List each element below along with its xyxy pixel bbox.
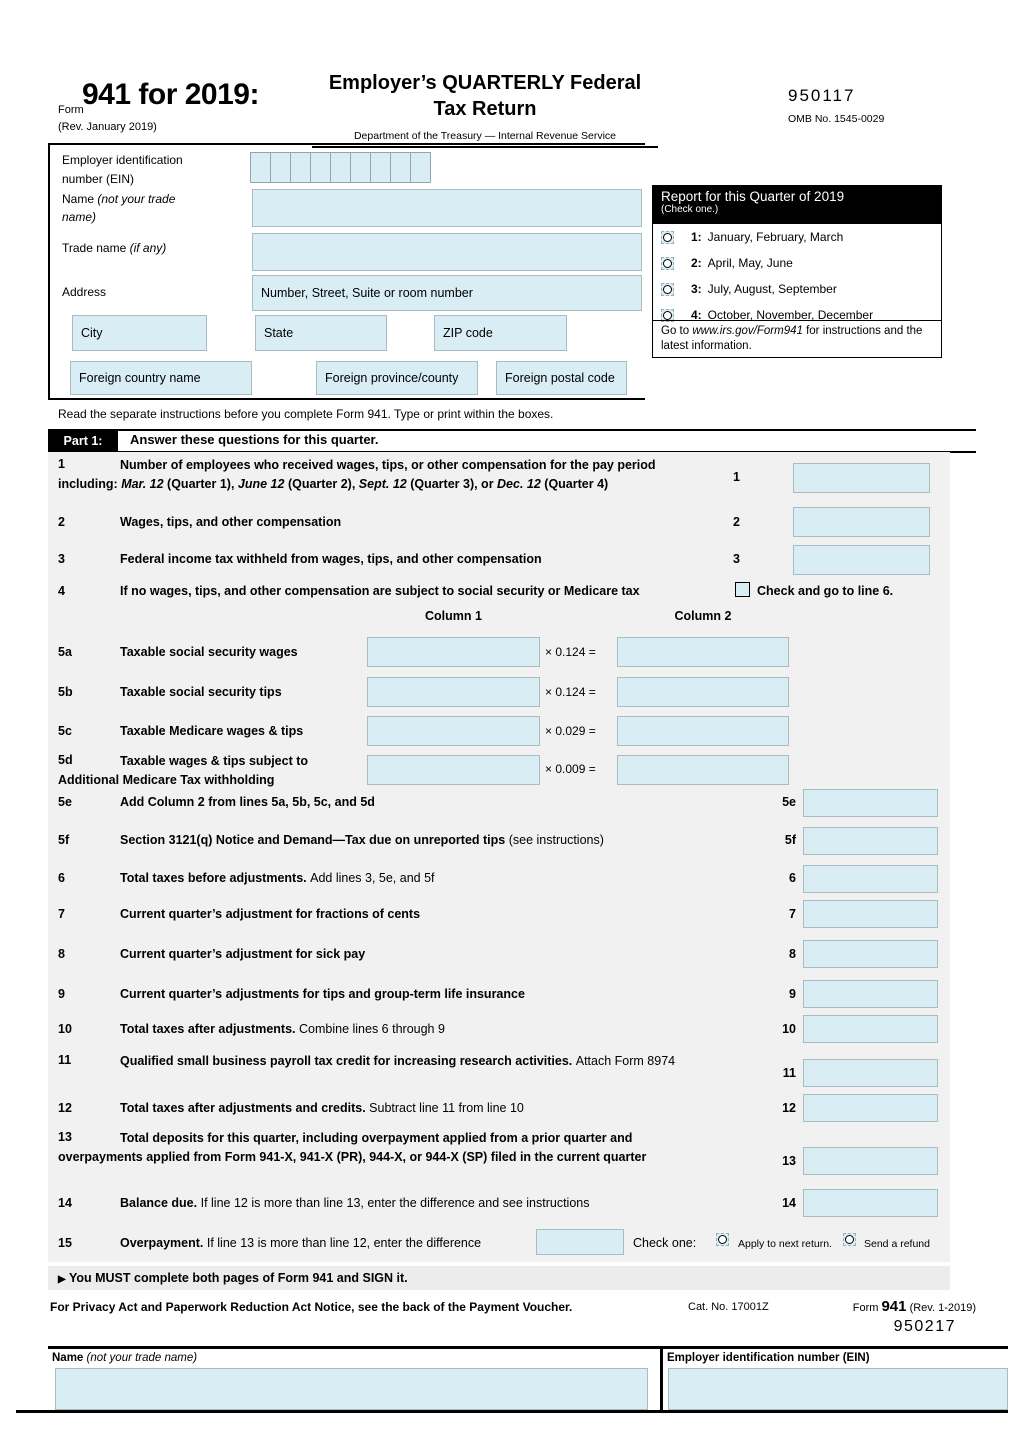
line-7-box-number: 7 <box>789 907 796 921</box>
line-14-box-number: 14 <box>782 1196 796 1210</box>
column-1-header: Column 1 <box>425 609 482 623</box>
form-ref-revision: (Rev. 1-2019) <box>909 1302 976 1314</box>
line-11-amount-input[interactable] <box>803 1059 938 1087</box>
line-5b-multiplier: × 0.124 = <box>545 685 596 699</box>
line-5a-label: Taxable social security wages <box>120 645 298 659</box>
line-5d-column2-input[interactable] <box>617 755 789 785</box>
form-ref-word: Form <box>852 1302 879 1314</box>
state-input[interactable] <box>255 315 387 351</box>
line-5a-column1-input[interactable] <box>367 637 540 667</box>
line-5f-amount-input[interactable] <box>803 827 938 855</box>
line-3-amount-input[interactable] <box>793 545 930 575</box>
line-14-amount-input[interactable] <box>803 1189 938 1217</box>
quarter-1-radio[interactable] <box>661 231 674 244</box>
arrow-icon: ▶ <box>58 1274 66 1285</box>
ein-input[interactable] <box>250 152 431 183</box>
line-2-amount-input[interactable] <box>793 507 930 537</box>
quarter-option-1 <box>653 224 941 250</box>
tearoff-bottom-rule <box>16 1410 1008 1413</box>
line-8-label: Current quarter’s adjustment for sick pay <box>120 947 366 961</box>
line-7-number: 7 <box>58 907 65 921</box>
tearoff-name-label: Name (not your trade name) <box>52 1352 198 1364</box>
line-10-number: 10 <box>58 1022 72 1036</box>
line-5e-number: 5e <box>58 795 72 809</box>
line-5d-multiplier: × 0.009 = <box>545 762 596 776</box>
must-complete-text: You MUST complete both pages of Form 941 and SIGN it. <box>68 1271 408 1285</box>
line-5f-label: Section 3121(q) Notice and Demand—Tax due on unreported tips (see instructions) <box>120 833 604 847</box>
quarter-2-radio[interactable] <box>661 257 674 270</box>
line-12-box-number: 12 <box>782 1101 796 1115</box>
foreign-country-input[interactable] <box>70 361 252 395</box>
line-5a-multiplier: × 0.124 = <box>545 645 596 659</box>
column-2-header: Column 2 <box>674 609 732 623</box>
line-14-number: 14 <box>58 1196 72 1210</box>
line-8-number: 8 <box>58 947 65 961</box>
line-5c-column2-input[interactable] <box>617 716 789 746</box>
line-1-box-number: 1 <box>733 470 740 484</box>
form-ref-number: 941 <box>881 1298 907 1315</box>
line-3-label: Federal income tax withheld from wages, tips, and other compensation <box>120 552 542 566</box>
line-5d-label: Taxable wages & tips subject to Additional Medicare Tax withholding <box>58 754 309 787</box>
line-9-number: 9 <box>58 987 65 1001</box>
line-15-amount-input[interactable] <box>536 1229 624 1255</box>
line-5c-column1-input[interactable] <box>367 716 540 746</box>
page-title: Employer’s QUARTERLY Federal Tax Return <box>328 72 642 120</box>
line-3-number: 3 <box>58 552 65 566</box>
line-4-checkbox[interactable] <box>735 582 750 597</box>
line-9-box-number: 9 <box>789 987 796 1001</box>
line-8-box-number: 8 <box>789 947 796 961</box>
quarter-1-number: 1: <box>691 230 702 244</box>
ein-cell[interactable] <box>410 152 431 183</box>
quarter-2-number: 2: <box>691 256 702 270</box>
must-complete-bar <box>48 1266 950 1290</box>
foreign-postal-placeholder: Foreign postal code <box>505 371 615 385</box>
line-5b-column2-input[interactable] <box>617 677 789 707</box>
line-6-number: 6 <box>58 871 65 885</box>
line-5a-column2-input[interactable] <box>617 637 789 667</box>
ein-cell[interactable] <box>330 152 351 183</box>
quarter-option-3 <box>653 276 941 302</box>
ein-cell[interactable] <box>390 152 411 183</box>
line-15-number: 15 <box>58 1236 72 1250</box>
line-14-label: Balance due. If line 12 is more than line 13, enter the difference and see instructions <box>120 1196 590 1210</box>
line-7-label: Current quarter’s adjustment for fractions of cents <box>120 907 421 921</box>
line-5c-label: Taxable Medicare wages & tips <box>120 724 304 738</box>
form-revision: (Rev. January 2019) <box>58 121 157 133</box>
foreign-country-placeholder: Foreign country name <box>79 371 201 385</box>
quarter-2-label: April, May, June <box>707 256 793 270</box>
line-9-amount-input[interactable] <box>803 980 938 1008</box>
line-11-label: Qualified small business payroll tax credit for increasing research activities. Attach Form 8974 <box>120 1054 676 1068</box>
ein-cell[interactable] <box>290 152 311 183</box>
tearoff-top-rule <box>48 1346 1008 1349</box>
line-6-label: Total taxes before adjustments. Add lines 3, 5e, and 5f <box>120 871 435 885</box>
line-5a-number: 5a <box>58 645 72 659</box>
catalog-number: Cat. No. 17001Z <box>688 1301 769 1313</box>
address-label: Address <box>62 285 107 299</box>
line-5e-amount-input[interactable] <box>803 789 938 817</box>
line-4-check-label: Check and go to line 6. <box>757 584 894 598</box>
state-placeholder: State <box>264 326 294 340</box>
address-input[interactable] <box>252 275 642 311</box>
form-number-title: 941 for 2019: <box>82 78 259 111</box>
zip-placeholder: ZIP code <box>443 326 493 340</box>
line-5c-multiplier: × 0.029 = <box>545 724 596 738</box>
line-5e-label: Add Column 2 from lines 5a, 5b, 5c, and 5d <box>120 795 375 809</box>
quarter-3-label: July, August, September <box>707 282 837 296</box>
city-placeholder: City <box>81 326 103 340</box>
line-5d-number: 5d <box>58 753 73 767</box>
quarter-4-number: 4: <box>691 308 702 322</box>
line-1-label: Number of employees who received wages, tips, or other compensation for the pay period including: Mar. 12 (Quarter 1), June 12 (Quarter 2), Sept. 12 (Quarter 3), or Dec. 12 (Quarter 4) <box>58 458 656 491</box>
line-11-number: 11 <box>58 1053 72 1067</box>
part1-chip: Part 1: <box>48 430 118 451</box>
line-12-amount-input[interactable] <box>803 1094 938 1122</box>
address-placeholder: Number, Street, Suite or room number <box>261 286 473 300</box>
employer-info-box <box>48 143 645 400</box>
line-5b-number: 5b <box>58 685 73 699</box>
quarter-1-label: January, February, March <box>707 230 844 244</box>
line-6-box-number: 6 <box>789 871 796 885</box>
part1-top-rule <box>48 429 976 431</box>
part1-title: Answer these questions for this quarter. <box>130 432 379 447</box>
zip-input[interactable] <box>434 315 567 351</box>
foreign-postal-input[interactable] <box>496 361 627 395</box>
name-input[interactable] <box>252 189 642 227</box>
line-3-box-number: 3 <box>733 552 740 566</box>
line-5e-box-number: 5e <box>782 795 796 809</box>
line-9-label: Current quarter’s adjustments for tips and group-term life insurance <box>120 987 525 1001</box>
overpayment-apply-radio[interactable] <box>716 1233 729 1246</box>
overpayment-apply-label: Apply to next return. <box>738 1238 832 1250</box>
trade-name-input[interactable] <box>252 233 642 271</box>
line-2-number: 2 <box>58 515 65 529</box>
name-label: Name (not your trade name) <box>62 192 176 224</box>
line-10-box-number: 10 <box>782 1022 796 1036</box>
line-6-amount-input[interactable] <box>803 865 938 893</box>
line-12-label: Total taxes after adjustments and credits. Subtract line 11 from line 10 <box>120 1101 524 1115</box>
ein-cell[interactable] <box>350 152 371 183</box>
ein-cell[interactable] <box>370 152 391 183</box>
quarter-box-title: Report for this Quarter of 2019 <box>661 189 845 204</box>
form-code-bottom: 950217 <box>893 1318 956 1335</box>
read-instructions-note: Read the separate instructions before you complete Form 941. Type or print within the boxes. <box>58 407 554 421</box>
line-13-label: Total deposits for this quarter, including overpayment applied from a prior quarter and overpayments applied from Form 941-X, 941-X (PR), 944-X, or 944-X (SP) filed in the current quarter <box>58 1131 647 1164</box>
overpayment-refund-label: Send a refund <box>864 1238 930 1250</box>
form-ref <box>830 1298 976 1315</box>
quarter-box-subtitle: (Check one.) <box>661 204 719 215</box>
tearoff-ein-label: Employer identification number (EIN) <box>667 1352 870 1364</box>
line-10-label: Total taxes after adjustments. Combine lines 6 through 9 <box>120 1022 445 1036</box>
line-5b-label: Taxable social security tips <box>120 685 282 699</box>
overpayment-refund-radio[interactable] <box>843 1233 856 1246</box>
quarter-select-box <box>652 185 942 358</box>
line-1-number: 1 <box>58 457 65 471</box>
tearoff-divider <box>660 1346 663 1412</box>
form-word: Form <box>58 104 84 116</box>
line-15-label: Overpayment. If line 13 is more than line 12, enter the difference <box>120 1236 482 1250</box>
ein-cell[interactable] <box>310 152 331 183</box>
tearoff-name-input[interactable] <box>55 1368 648 1410</box>
line-7-amount-input[interactable] <box>803 900 938 928</box>
department-line: Department of the Treasury — Internal Revenue Service <box>312 130 658 148</box>
quarter-4-label: October, November, December <box>707 308 874 322</box>
quarter-box-footer: Go to www.irs.gov/Form941 for instructions and the latest information. <box>653 320 941 357</box>
omb-number: OMB No. 1545-0029 <box>788 113 885 125</box>
line-13-amount-input[interactable] <box>803 1147 938 1175</box>
tearoff-ein-input[interactable] <box>668 1368 1008 1410</box>
privacy-notice: For Privacy Act and Paperwork Reduction Act Notice, see the back of the Payment Voucher. <box>50 1300 573 1314</box>
line-5d-column1-input[interactable] <box>367 755 540 785</box>
line-13-number: 13 <box>58 1130 72 1144</box>
line-8-amount-input[interactable] <box>803 940 938 968</box>
line-13-box-number: 13 <box>782 1154 796 1168</box>
foreign-province-input[interactable] <box>316 361 478 395</box>
line-11-box-number: 11 <box>782 1066 796 1080</box>
line-5b-column1-input[interactable] <box>367 677 540 707</box>
line-5f-box-number: 5f <box>784 833 796 847</box>
ein-label: Employer identification number (EIN) <box>62 153 183 187</box>
ein-cell[interactable] <box>270 152 291 183</box>
quarter-3-radio[interactable] <box>661 283 674 296</box>
quarter-option-2 <box>653 250 941 276</box>
line-4-number: 4 <box>58 584 65 598</box>
line-2-label: Wages, tips, and other compensation <box>120 515 342 529</box>
line-5c-number: 5c <box>58 724 72 738</box>
line-1-amount-input[interactable] <box>793 463 930 493</box>
quarter-3-number: 3: <box>691 282 702 296</box>
trade-name-label: Trade name (if any) <box>62 241 167 255</box>
line-10-amount-input[interactable] <box>803 1015 938 1043</box>
line-5f-number: 5f <box>58 833 70 847</box>
form-code-top: 950117 <box>788 86 856 105</box>
line-4-label: If no wages, tips, and other compensation are subject to social security or Medicare tax <box>120 584 640 598</box>
line-2-box-number: 2 <box>733 515 740 529</box>
city-input[interactable] <box>72 315 207 351</box>
foreign-province-placeholder: Foreign province/county <box>325 371 459 385</box>
ein-cell[interactable] <box>250 152 271 183</box>
line-15-check-one-label: Check one: <box>633 1236 697 1250</box>
line-12-number: 12 <box>58 1101 72 1115</box>
